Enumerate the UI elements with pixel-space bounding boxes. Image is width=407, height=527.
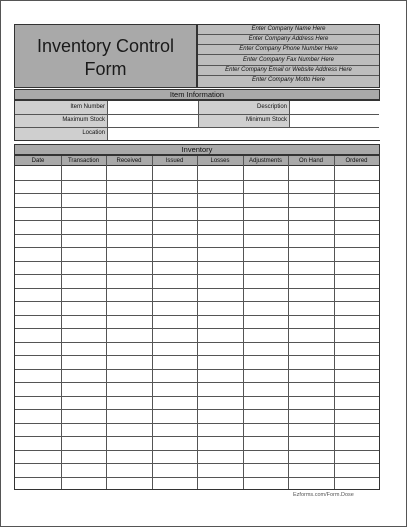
divider (107, 101, 108, 140)
footer-mark: Ezforms.com/Form.Dose (293, 492, 354, 498)
row-divider (15, 261, 379, 262)
location-field[interactable] (107, 127, 380, 140)
minimum-stock-label: Minimum Stock (198, 114, 289, 127)
maximum-stock-label: Maximum Stock (15, 114, 107, 127)
row-divider (15, 234, 379, 235)
company-phone-field[interactable]: Enter Company Phone Number Here (198, 45, 379, 55)
row-divider (15, 369, 379, 370)
row-divider (15, 328, 379, 329)
column-divider (106, 156, 107, 489)
description-label: Description (198, 101, 289, 114)
column-divider (243, 156, 244, 489)
column-divider (152, 156, 153, 489)
col-header-losses: Losses (197, 156, 243, 166)
row-divider (15, 315, 379, 316)
form-title-line1: Inventory Control (36, 36, 175, 56)
col-header-issued: Issued (152, 156, 197, 166)
item-number-label: Item Number (15, 101, 107, 114)
row-divider (15, 477, 379, 478)
row-divider (15, 450, 379, 451)
col-header-transaction: Transaction (61, 156, 106, 166)
row-divider (15, 180, 379, 181)
row-divider (15, 220, 379, 221)
inventory-table (14, 155, 380, 490)
item-info-grid (14, 100, 380, 141)
divider (15, 114, 379, 115)
row-divider (15, 396, 379, 397)
row-divider (15, 207, 379, 208)
company-info-block (197, 24, 380, 88)
maximum-stock-field[interactable] (107, 114, 198, 127)
row-divider (15, 301, 379, 302)
row-divider (15, 355, 379, 356)
row-divider (15, 274, 379, 275)
row-divider (15, 342, 379, 343)
row-divider (15, 436, 379, 437)
company-fax-field[interactable]: Enter Company Fax Number Here (198, 56, 379, 66)
row-divider (15, 193, 379, 194)
col-header-on-hand: On Hand (288, 156, 334, 166)
row-divider (15, 463, 379, 464)
col-header-adjustments: Adjustments (243, 156, 288, 166)
column-divider (61, 156, 62, 489)
divider (15, 127, 379, 128)
col-header-date: Date (15, 156, 61, 166)
divider (198, 101, 199, 127)
column-divider (334, 156, 335, 489)
row-divider (15, 382, 379, 383)
col-header-received: Received (106, 156, 152, 166)
company-motto-field[interactable]: Enter Company Motto Here (251, 77, 326, 83)
row-divider (15, 423, 379, 424)
company-name-field[interactable]: Enter Company Name Here (198, 25, 379, 35)
minimum-stock-field[interactable] (289, 114, 380, 127)
company-email-field[interactable]: Enter Company Email or Website Address Here (198, 66, 379, 76)
description-field[interactable] (289, 101, 380, 114)
form-title-line2: Form (84, 59, 127, 79)
item-info-header: Item Information (14, 89, 380, 100)
company-address-field[interactable]: Enter Company Address Here (198, 35, 379, 45)
form-title-block (14, 24, 197, 88)
column-divider (288, 156, 289, 489)
inventory-header: Inventory (14, 144, 380, 155)
divider (289, 101, 290, 127)
column-divider (197, 156, 198, 489)
item-number-field[interactable] (107, 101, 198, 114)
location-label: Location (15, 127, 107, 140)
col-header-ordered: Ordered (334, 156, 379, 166)
row-divider (15, 288, 379, 289)
row-divider (15, 247, 379, 248)
row-divider (15, 409, 379, 410)
